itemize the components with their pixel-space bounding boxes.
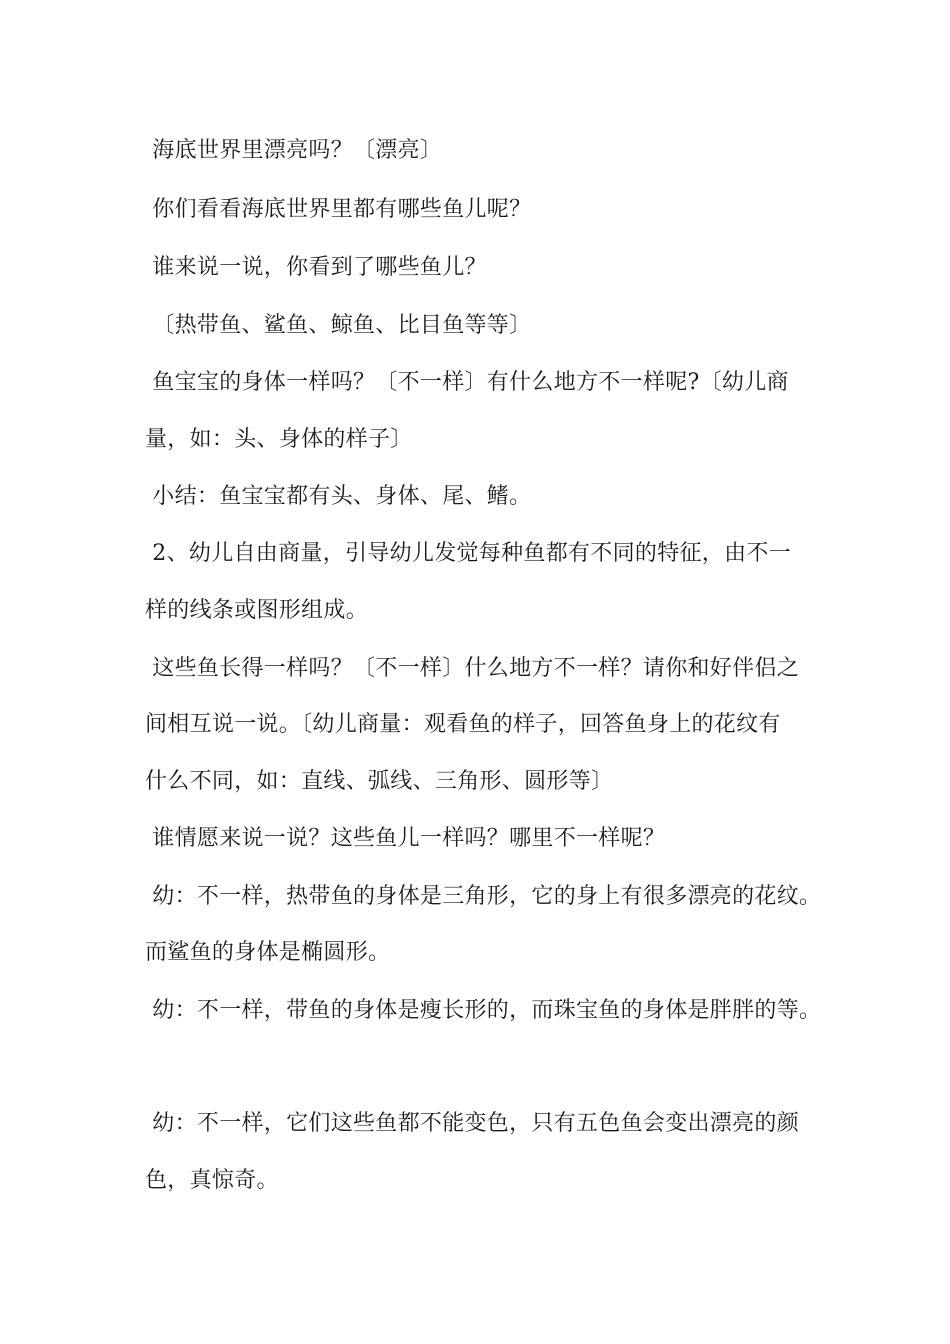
text-line: 样的线条或图形组成。 [145, 598, 369, 623]
text-line: 鱼宝宝的身体一样吗？〔不一样〕有什么地方不一样呢?〔幼儿商 [145, 370, 789, 395]
text-line: 〔热带鱼、鲨鱼、鲸鱼、比目鱼等等〕 [145, 313, 532, 338]
text-line: 幼：不一样，热带鱼的身体是三角形，它的身上有很多漂亮的花纹。 [145, 884, 822, 909]
text-line: 间相互说一说。〔幼儿商量：观看鱼的样子，回答鱼身上的花纹有 [145, 712, 781, 737]
text-line: 幼：不一样，它们这些鱼都不能变色，只有五色鱼会变出漂亮的颜 [145, 1111, 799, 1136]
text-line: 而鲨鱼的身体是椭圆形。 [145, 940, 391, 965]
text-line: 你们看看海底世界里都有哪些鱼儿呢？ [145, 197, 532, 222]
text-line: 谁情愿来说一说？这些鱼儿一样吗？哪里不一样呢？ [145, 826, 666, 851]
text-line: 量，如：头、身体的样子〕 [145, 427, 413, 452]
text-line: 谁来说一说，你看到了哪些鱼儿？ [145, 255, 487, 280]
text-line: 2、幼儿自由商量，引导幼儿发觉每种鱼都有不同的特征，由不一 [145, 541, 791, 566]
text-line: 幼：不一样，带鱼的身体是瘦长形的，而珠宝鱼的身体是胖胖的等。 [145, 998, 822, 1023]
text-line: 小结：鱼宝宝都有头、身体、尾、鳍。 [145, 484, 532, 509]
text-line: 这些鱼长得一样吗？〔不一样〕什么地方不一样？请你和好伴侣之 [145, 656, 799, 681]
text-line: 海底世界里漂亮吗？〔漂亮〕 [145, 138, 443, 163]
text-line: 色，真惊奇。 [145, 1168, 279, 1193]
text-line: 什么不同，如：直线、弧线、三角形、圆形等〕 [145, 769, 614, 794]
